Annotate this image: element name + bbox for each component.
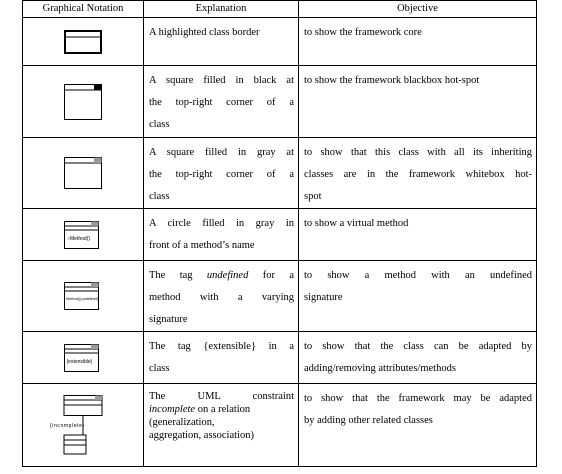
explanation-line: front of a method’s name: [149, 240, 255, 251]
notation-cell: [23, 209, 144, 261]
objective-line: to show a method with an undefined: [304, 270, 532, 281]
explanation-line: The UML constraint: [149, 391, 294, 402]
undefined-method-class-icon: [63, 281, 103, 311]
objective-line: by adding other related classes: [304, 415, 433, 426]
objective-line: signature: [304, 292, 343, 303]
explanation-cell: [144, 209, 299, 261]
black-corner-class-icon: [63, 83, 103, 121]
objective-line: to show the framework core: [304, 27, 422, 38]
explanation-cell: [144, 384, 299, 467]
header-graphical-notation: Graphical Notation: [23, 1, 144, 18]
explanation-part: The tag: [149, 270, 207, 281]
highlighted-class-border-icon: [63, 29, 103, 55]
virtual-method-class-icon: [63, 220, 103, 250]
header-objective: Objective: [299, 1, 537, 18]
explanation-cell: [144, 261, 299, 332]
explanation-cell: [144, 18, 299, 66]
explanation-cell: [144, 66, 299, 138]
objective-cell: [299, 209, 537, 261]
objective-cell: [299, 66, 537, 138]
notation-cell: [23, 384, 144, 467]
notation-cell: [23, 138, 144, 209]
table-row: [23, 66, 537, 138]
explanation-line: A square filled in gray at: [149, 147, 294, 158]
table-header-row: [23, 1, 537, 18]
extensible-class-icon: [63, 343, 103, 373]
objective-line: to show that this class with all its inheriting: [304, 147, 532, 158]
notation-table-page: [22, 0, 536, 462]
objective-line: to show a virtual method: [304, 218, 409, 229]
notation-cell: [23, 66, 144, 138]
explanation-cell: [144, 332, 299, 384]
explanation-italic: undefined: [206, 270, 249, 281]
table-row: [23, 18, 537, 66]
explanation-line: class: [149, 119, 170, 130]
explanation-line: [149, 403, 294, 416]
objective-line: to show the framework blackbox hot-spot: [304, 75, 480, 86]
notation-cell: [23, 332, 144, 384]
objective-line: adding/removing attributes/methods: [304, 363, 456, 374]
objective-line: spot: [304, 191, 322, 202]
explanation-line: The tag {extensible} in a: [149, 341, 294, 352]
explanation-cell: [144, 138, 299, 209]
objective-line: to show that the framework may be adapted: [304, 393, 532, 404]
explanation-line: signature: [149, 314, 188, 325]
explanation-line: A highlighted class border: [149, 27, 260, 38]
objective-cell: [299, 332, 537, 384]
explanation-line: (generalization,: [149, 417, 215, 428]
notation-table: [22, 0, 537, 467]
explanation-line: class: [149, 363, 170, 374]
objective-cell: [299, 18, 537, 66]
table-row: [23, 384, 537, 467]
explanation-italic: incomplete: [149, 404, 196, 415]
objective-line: to show that the class can be adapted by: [304, 341, 532, 352]
icon-label: {extensible}: [66, 358, 93, 365]
notation-cell: [23, 18, 144, 66]
objective-cell: [299, 261, 537, 332]
objective-cell: [299, 138, 537, 209]
objective-cell: [299, 384, 537, 467]
explanation-line: aggregation, association): [149, 430, 254, 441]
explanation-line: A square filled in black at: [149, 75, 294, 86]
header-explanation: Explanation: [144, 1, 299, 18]
objective-line: classes are in the framework whitebox hot-: [304, 169, 532, 180]
explanation-part: for a: [248, 270, 294, 281]
table-row: [23, 332, 537, 384]
explanation-part: on a relation: [195, 404, 251, 415]
icon-label: Method(){undefined}: [66, 297, 99, 301]
table-row: [23, 209, 537, 261]
table-row: [23, 261, 537, 332]
explanation-line: A circle filled in gray in: [149, 218, 294, 229]
explanation-line: [149, 265, 294, 287]
explanation-line: the top-right corner of a: [149, 169, 294, 180]
table-row: [23, 138, 537, 209]
incomplete-relation-icon: [48, 394, 118, 456]
notation-cell: [23, 261, 144, 332]
gray-corner-class-icon: [63, 156, 103, 190]
icon-label: ○Method(): [67, 235, 91, 242]
explanation-line: the top-right corner of a: [149, 97, 294, 108]
explanation-line: method with a varying: [149, 292, 294, 303]
explanation-line: class: [149, 191, 170, 202]
icon-label: {incomplete}: [50, 423, 85, 429]
